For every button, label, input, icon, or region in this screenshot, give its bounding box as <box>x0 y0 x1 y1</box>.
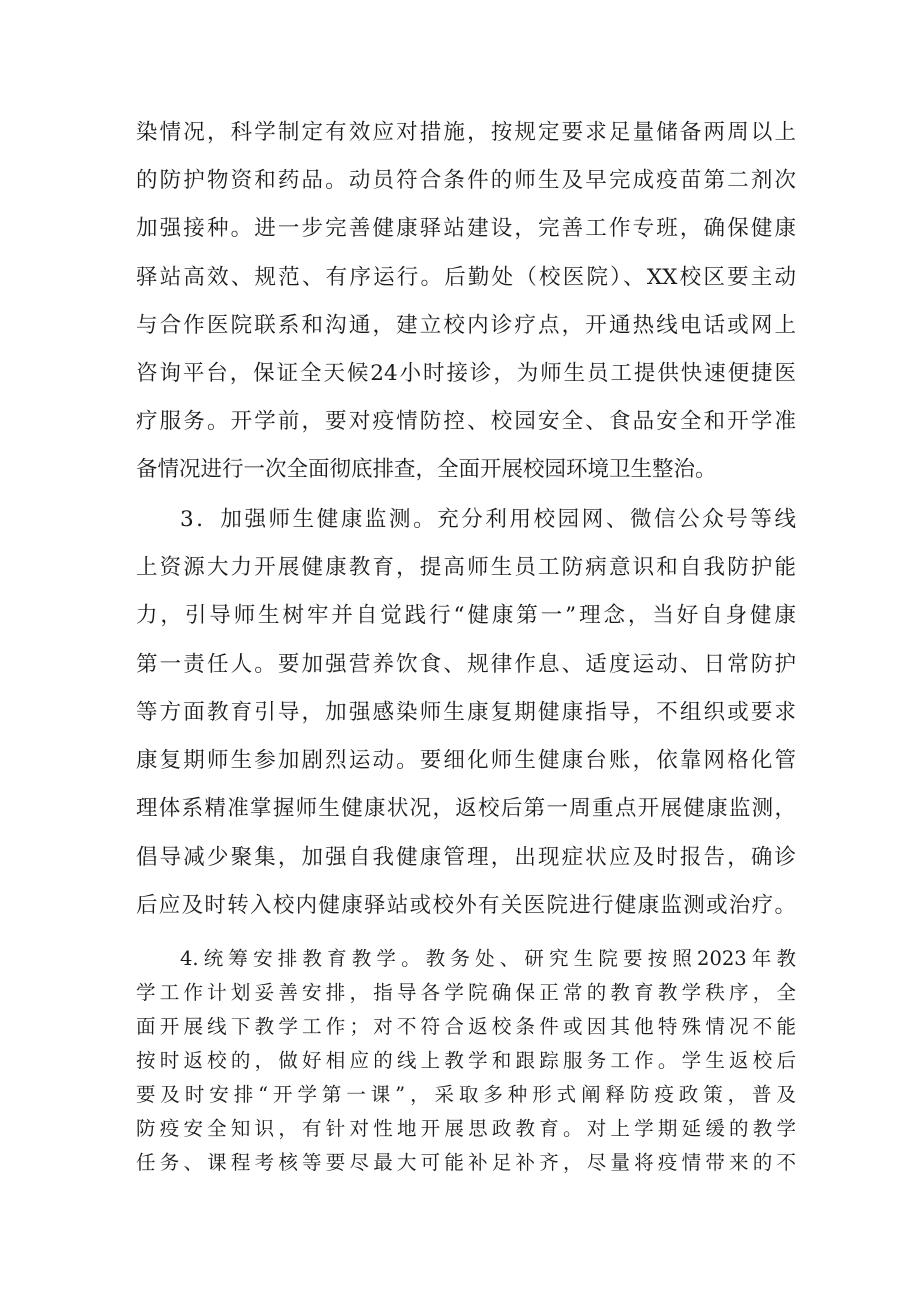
text-line: 学工作计划妥善安排，指导各学院确保正常的教育教学秩序，全 <box>136 981 796 1004</box>
text-line: 后应及时转入校内健康驿站或校外有关医院进行健康监测或治疗。 <box>136 893 796 918</box>
text-line: 与合作医院联系和沟通，建立校内诊疗点，开通热线电话或网上 <box>136 313 796 338</box>
text-line: 任务、课程考核等要尽最大可能补足补齐，尽量将疫情带来的不 <box>136 1151 796 1174</box>
text-line: 理体系精准掌握师生健康状况，返校后第一周重点开展健康监测， <box>136 796 796 821</box>
text-line: 防疫安全知识，有针对性地开展思政教育。对上学期延缓的教学 <box>136 1117 796 1140</box>
text-line: 第一责任人。要加强营养饮食、规律作息、适度运动、日常防护 <box>136 652 796 677</box>
text-line: 面开展线下教学工作；对不符合返校条件或因其他特殊情况不能 <box>136 1015 796 1038</box>
text-line: 倡导减少聚集，加强自我健康管理，出现症状应及时报告，确诊 <box>136 845 796 870</box>
text-line: 备情况进行一次全面彻底排查，全面开展校园环境卫生整治。 <box>136 457 717 482</box>
text-line: 咨询平台，保证全天候24小时接诊，为师生员工提供快速便捷医 <box>136 361 796 386</box>
text-line: 等方面教育引导，加强感染师生康复期健康指导，不组织或要求 <box>136 700 796 725</box>
text-line: 染情况，科学制定有效应对措施，按规定要求足量储备两周以上 <box>136 120 796 145</box>
text-line: 康复期师生参加剧烈运动。要细化师生健康台账，依靠网格化管 <box>136 748 796 773</box>
text-line: 要及时安排“开学第一课”，采取多种形式阐释防疫政策，普及 <box>136 1083 796 1106</box>
text-line: 上资源大力开展健康教育，提高师生员工防病意识和自我防护能 <box>136 555 796 580</box>
text-line: 3．加强师生健康监测。充分利用校园网、微信公众号等线 <box>180 507 796 532</box>
text-line: 加强接种。进一步完善健康驿站建设，完善工作专班，确保健康 <box>136 216 796 241</box>
text-line: 驿站高效、规范、有序运行。后勤处（校医院）、XX校区要主动 <box>136 265 796 290</box>
text-line: 按时返校的，做好相应的线上教学和跟踪服务工作。学生返校后 <box>136 1049 796 1072</box>
text-line: 疗服务。开学前，要对疫情防控、校园安全、食品安全和开学准 <box>136 409 796 434</box>
text-line: 的防护物资和药品。动员符合条件的师生及早完成疫苗第二剂次 <box>136 168 796 193</box>
text-line: 力，引导师生树牢并自觉践行“健康第一”理念，当好自身健康 <box>136 603 796 628</box>
text-line: 4.统筹安排教育教学。教务处、研究生院要按照2023年教 <box>180 947 796 970</box>
